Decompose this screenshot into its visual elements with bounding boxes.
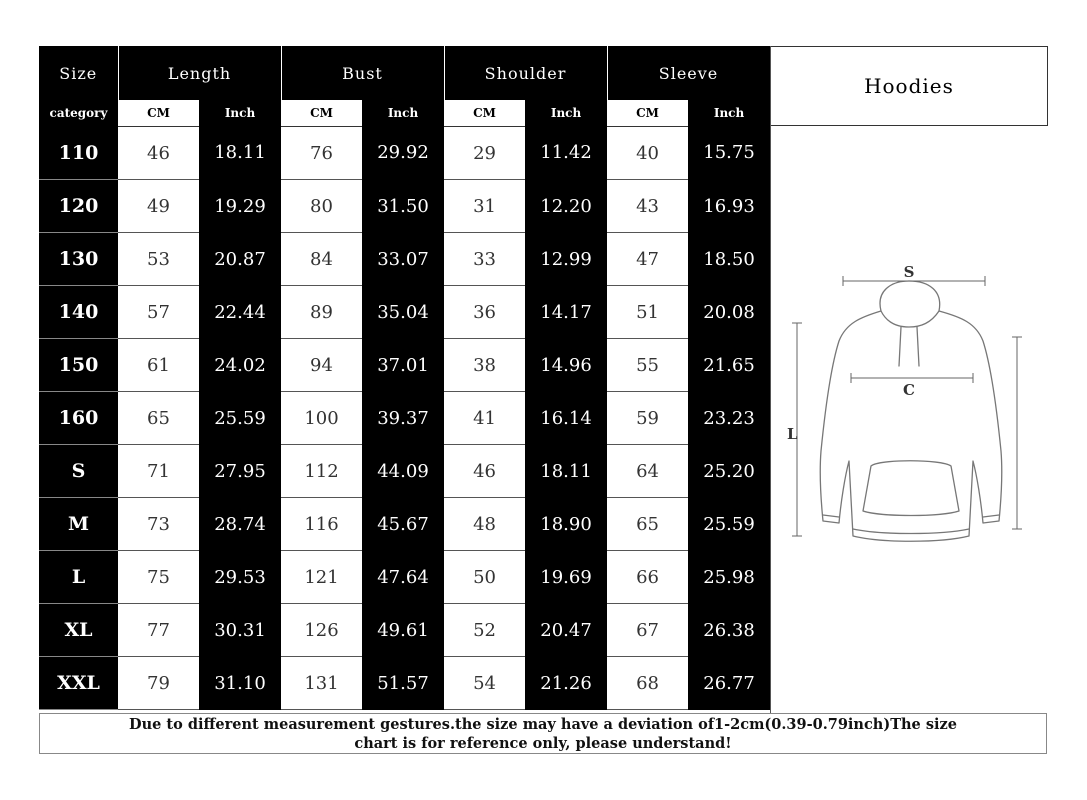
disclaimer-line-2: chart is for reference only, please understand! — [354, 735, 732, 752]
cell-bust-cm: 116 — [281, 498, 362, 551]
cell-length-cm: 57 — [118, 286, 199, 339]
cell-length-in: 20.87 — [199, 233, 281, 286]
cell-size: 110 — [39, 127, 118, 180]
cell-length-cm: 46 — [118, 127, 199, 180]
cell-size: M — [39, 498, 118, 551]
cell-sleeve-cm: 43 — [607, 180, 688, 233]
cell-shoulder-in: 11.42 — [525, 127, 607, 180]
cell-sleeve-cm: 68 — [607, 657, 688, 710]
size-table — [39, 46, 771, 710]
cell-size: 130 — [39, 233, 118, 286]
cell-sleeve-cm: 64 — [607, 445, 688, 498]
table-row — [39, 233, 770, 286]
cell-sleeve-cm: 67 — [607, 604, 688, 657]
cell-shoulder-in: 12.20 — [525, 180, 607, 233]
table-row — [39, 498, 770, 551]
cell-bust-in: 37.01 — [362, 339, 444, 392]
hoodie-pocket — [863, 461, 959, 516]
table-row — [39, 604, 770, 657]
unit-cm: CM — [444, 100, 525, 127]
cell-sleeve-cm: 59 — [607, 392, 688, 445]
cell-length-cm: 65 — [118, 392, 199, 445]
cell-sleeve-cm: 51 — [607, 286, 688, 339]
label-shoulder: S — [903, 263, 915, 281]
cell-shoulder-in: 14.17 — [525, 286, 607, 339]
cell-size: XL — [39, 604, 118, 657]
table-row — [39, 127, 770, 180]
header-bust: Bust — [281, 46, 444, 100]
table-row — [39, 445, 770, 498]
cell-bust-cm: 121 — [281, 551, 362, 604]
cell-bust-cm: 131 — [281, 657, 362, 710]
cell-length-cm: 79 — [118, 657, 199, 710]
cell-length-cm: 73 — [118, 498, 199, 551]
unit-inch: Inch — [525, 100, 607, 127]
header-sleeve: Sleeve — [607, 46, 770, 100]
cell-shoulder-in: 12.99 — [525, 233, 607, 286]
table-row — [39, 392, 770, 445]
cell-size: L — [39, 551, 118, 604]
cell-sleeve-in: 25.59 — [688, 498, 770, 551]
cell-sleeve-cm: 66 — [607, 551, 688, 604]
cell-bust-cm: 84 — [281, 233, 362, 286]
cell-bust-in: 39.37 — [362, 392, 444, 445]
table-row — [39, 286, 770, 339]
unit-inch: Inch — [362, 100, 444, 127]
hoodie-drawstring-right — [917, 327, 919, 366]
cell-shoulder-cm: 48 — [444, 498, 525, 551]
cell-sleeve-in: 25.98 — [688, 551, 770, 604]
hoodie-hem — [853, 529, 969, 534]
unit-cm: CM — [607, 100, 688, 127]
cell-sleeve-in: 18.50 — [688, 233, 770, 286]
unit-inch: Inch — [688, 100, 770, 127]
cell-size: 160 — [39, 392, 118, 445]
cell-bust-cm: 76 — [281, 127, 362, 180]
disclaimer — [39, 713, 1047, 754]
cell-sleeve-cm: 47 — [607, 233, 688, 286]
cell-length-cm: 49 — [118, 180, 199, 233]
cell-length-cm: 75 — [118, 551, 199, 604]
cell-length-in: 24.02 — [199, 339, 281, 392]
size-chart-sheet — [39, 46, 1047, 754]
cell-size: S — [39, 445, 118, 498]
cell-length-in: 19.29 — [199, 180, 281, 233]
cell-length-cm: 77 — [118, 604, 199, 657]
disclaimer-line-1: Due to different measurement gestures.the size may have a deviation of1-2cm(0.39-0.79inch)The size — [129, 716, 957, 733]
cell-shoulder-cm: 46 — [444, 445, 525, 498]
cell-bust-in: 47.64 — [362, 551, 444, 604]
cell-sleeve-cm: 40 — [607, 127, 688, 180]
cell-size: 120 — [39, 180, 118, 233]
cell-bust-cm: 112 — [281, 445, 362, 498]
cell-shoulder-cm: 33 — [444, 233, 525, 286]
cell-shoulder-cm: 31 — [444, 180, 525, 233]
cell-length-in: 31.10 — [199, 657, 281, 710]
header-size: Size — [39, 46, 118, 100]
cell-shoulder-in: 21.26 — [525, 657, 607, 710]
cell-bust-in: 31.50 — [362, 180, 444, 233]
unit-cm: CM — [118, 100, 199, 127]
cell-shoulder-cm: 29 — [444, 127, 525, 180]
cell-sleeve-in: 16.93 — [688, 180, 770, 233]
header-shoulder: Shoulder — [444, 46, 607, 100]
hoodie-hood — [880, 281, 940, 327]
cell-bust-cm: 126 — [281, 604, 362, 657]
hoodie-drawstring-left — [899, 327, 901, 366]
unit-cm: CM — [281, 100, 362, 127]
cell-bust-cm: 100 — [281, 392, 362, 445]
cell-bust-in: 45.67 — [362, 498, 444, 551]
cell-bust-cm: 89 — [281, 286, 362, 339]
cell-size: 150 — [39, 339, 118, 392]
cell-length-in: 18.11 — [199, 127, 281, 180]
cell-bust-in: 29.92 — [362, 127, 444, 180]
cell-sleeve-cm: 65 — [607, 498, 688, 551]
table-row — [39, 339, 770, 392]
size-rows — [39, 127, 770, 710]
cell-bust-cm: 80 — [281, 180, 362, 233]
cell-size: XXL — [39, 657, 118, 710]
cell-sleeve-in: 26.77 — [688, 657, 770, 710]
header-length: Length — [118, 46, 281, 100]
table-row — [39, 657, 770, 710]
table-row — [39, 180, 770, 233]
cell-size: 140 — [39, 286, 118, 339]
cell-shoulder-in: 18.11 — [525, 445, 607, 498]
cell-sleeve-in: 21.65 — [688, 339, 770, 392]
cell-shoulder-in: 14.96 — [525, 339, 607, 392]
hoodie-cuff-left — [823, 515, 839, 517]
cell-bust-cm: 94 — [281, 339, 362, 392]
cell-bust-in: 49.61 — [362, 604, 444, 657]
cell-length-cm: 71 — [118, 445, 199, 498]
cell-length-cm: 61 — [118, 339, 199, 392]
garment-title: Hoodies — [771, 46, 1048, 126]
cell-sleeve-in: 15.75 — [688, 127, 770, 180]
cell-bust-in: 35.04 — [362, 286, 444, 339]
label-length: L — [787, 425, 798, 443]
cell-bust-in: 51.57 — [362, 657, 444, 710]
hoodie-diagram — [787, 263, 1026, 561]
cell-shoulder-cm: 41 — [444, 392, 525, 445]
cell-length-in: 27.95 — [199, 445, 281, 498]
label-chest: C — [903, 381, 915, 399]
cell-shoulder-in: 16.14 — [525, 392, 607, 445]
cell-sleeve-in: 25.20 — [688, 445, 770, 498]
cell-length-in: 29.53 — [199, 551, 281, 604]
cell-length-in: 25.59 — [199, 392, 281, 445]
cell-length-cm: 53 — [118, 233, 199, 286]
cell-shoulder-cm: 38 — [444, 339, 525, 392]
cell-length-in: 22.44 — [199, 286, 281, 339]
garment-panel — [770, 46, 1048, 713]
cell-shoulder-in: 18.90 — [525, 498, 607, 551]
cell-length-in: 30.31 — [199, 604, 281, 657]
cell-sleeve-cm: 55 — [607, 339, 688, 392]
cell-bust-in: 33.07 — [362, 233, 444, 286]
hoodie-cuff-right — [983, 515, 999, 517]
cell-shoulder-in: 19.69 — [525, 551, 607, 604]
cell-sleeve-in: 26.38 — [688, 604, 770, 657]
cell-length-in: 28.74 — [199, 498, 281, 551]
cell-shoulder-cm: 52 — [444, 604, 525, 657]
cell-shoulder-cm: 50 — [444, 551, 525, 604]
hoodie-body — [820, 311, 1002, 541]
cell-bust-in: 44.09 — [362, 445, 444, 498]
cell-sleeve-in: 20.08 — [688, 286, 770, 339]
cell-sleeve-in: 23.23 — [688, 392, 770, 445]
cell-shoulder-cm: 54 — [444, 657, 525, 710]
unit-inch: Inch — [199, 100, 281, 127]
cell-shoulder-in: 20.47 — [525, 604, 607, 657]
cell-shoulder-cm: 36 — [444, 286, 525, 339]
table-row — [39, 551, 770, 604]
header-category: category — [39, 100, 118, 127]
